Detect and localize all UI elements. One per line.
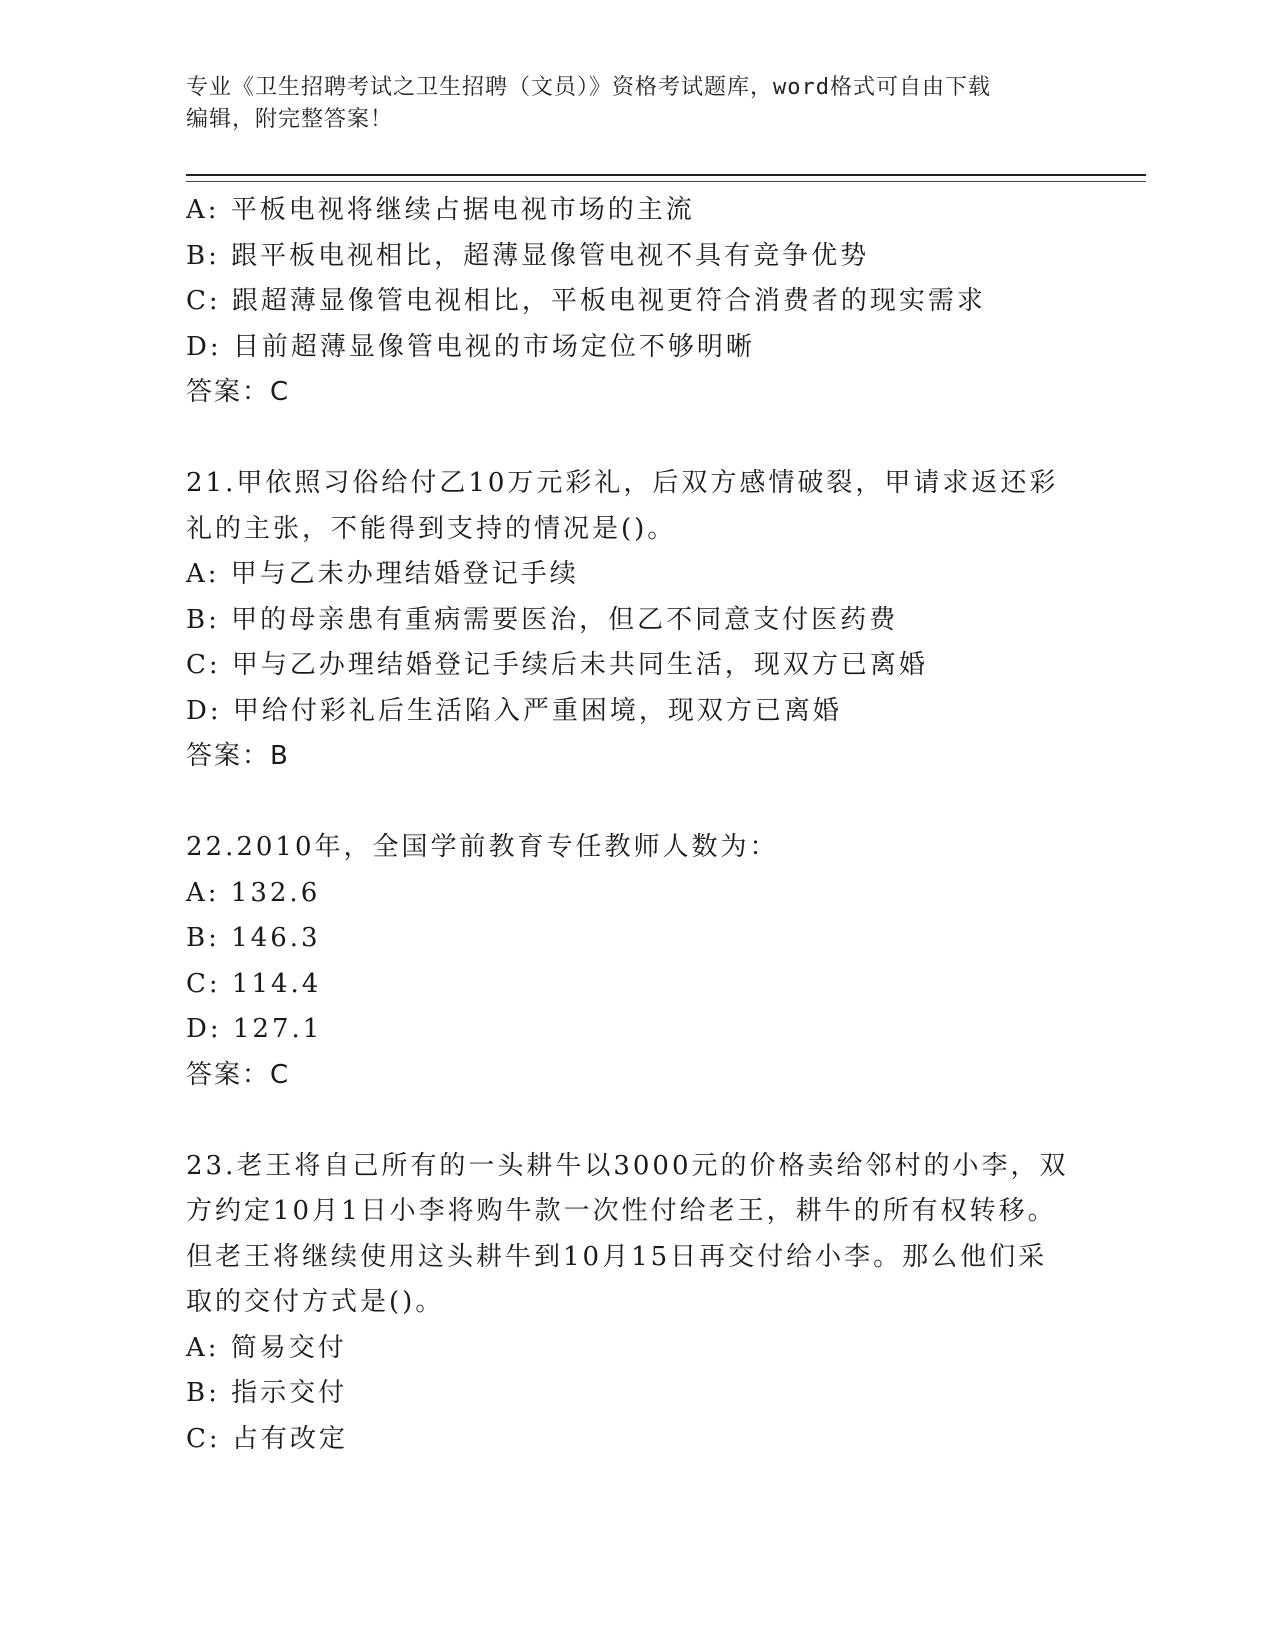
question-20 bbox=[186, 188, 1066, 416]
option-d: D: 127.1 bbox=[186, 1014, 323, 1044]
question-list bbox=[186, 188, 1069, 1462]
option-d: D: 目前超薄显像管电视的市场定位不够明晰 bbox=[186, 331, 755, 362]
option-c: C: 甲与乙办理结婚登记手续后未共同生活，现双方已离婚 bbox=[186, 650, 928, 680]
option-c: C: 占有改定 bbox=[186, 1423, 348, 1454]
header-divider-thin bbox=[186, 181, 1146, 182]
option-a: A: 简易交付 bbox=[186, 1332, 347, 1363]
answer-line: 答案：C bbox=[186, 377, 291, 407]
answer-line: 答案：C bbox=[186, 1059, 291, 1090]
option-b: B: 146.3 bbox=[186, 923, 321, 953]
question-stem-line-3: 但老王将继续使用这头耕牛到10月15日再交付给小李。那么他们采 bbox=[186, 1241, 1048, 1272]
header-divider-thick bbox=[186, 174, 1146, 176]
option-a: A: 平板电视将继续占据电视市场的主流 bbox=[186, 195, 695, 225]
question-stem-line-1: 21.甲依照习俗给付乙10万元彩礼，后双方感情破裂，甲请求返还彩 bbox=[186, 468, 1059, 498]
option-b: B: 跟平板电视相比，超薄显像管电视不具有竞争优势 bbox=[186, 240, 870, 271]
document-header bbox=[186, 72, 1086, 136]
option-d: D: 甲给付彩礼后生活陷入严重困境，现双方已离婚 bbox=[186, 695, 842, 726]
option-a: A: 甲与乙未办理结婚登记手续 bbox=[186, 559, 579, 589]
question-stem-line-2: 方约定10月1日小李将购牛款一次性付给老王，耕牛的所有权转移。 bbox=[186, 1196, 1057, 1226]
question-stem-line-2: 礼的主张，不能得到支持的情况是()。 bbox=[186, 513, 677, 544]
question-23 bbox=[186, 1144, 1069, 1463]
header-line-2: 编辑，附完整答案！ bbox=[186, 107, 394, 132]
option-b: B: 指示交付 bbox=[186, 1378, 348, 1408]
question-21 bbox=[186, 461, 1066, 780]
question-22 bbox=[186, 825, 1066, 1098]
header-line-1: 专业《卫生招聘考试之卫生招聘（文员）》资格考试题库，word格式可自由下载 bbox=[186, 75, 991, 100]
spacer bbox=[186, 780, 1066, 826]
spacer bbox=[186, 416, 1066, 462]
spacer bbox=[186, 1098, 1066, 1144]
option-c: C: 跟超薄显像管电视相比，平板电视更符合消费者的现实需求 bbox=[186, 286, 986, 316]
option-b: B: 甲的母亲患有重病需要医治，但乙不同意支付医药费 bbox=[186, 604, 899, 635]
question-stem-line-1: 23.老王将自己所有的一头耕牛以3000元的价格卖给邻村的小李，双 bbox=[186, 1150, 1069, 1181]
option-a: A: 132.6 bbox=[186, 877, 321, 908]
answer-line: 答案：B bbox=[186, 741, 290, 771]
question-stem-line-1: 22.2010年，全国学前教育专任教师人数为： bbox=[186, 832, 779, 862]
question-stem-line-4: 取的交付方式是()。 bbox=[186, 1287, 445, 1317]
option-c: C: 114.4 bbox=[186, 968, 322, 999]
